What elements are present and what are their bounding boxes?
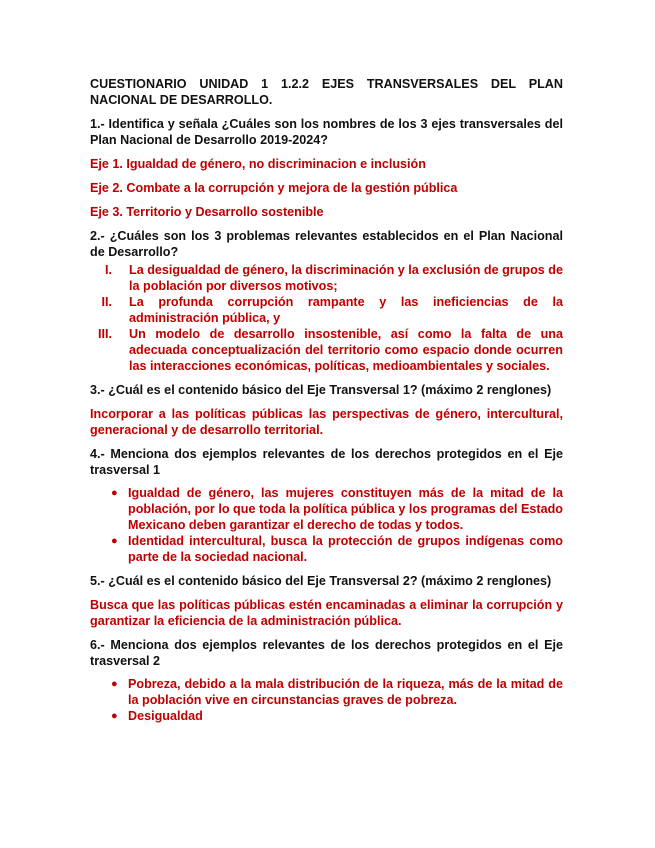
question-3: 3.- ¿Cuál es el contenido básico del Eje Transversal 1? (máximo 2 renglones): [90, 383, 552, 397]
eje-2-rights-list: [90, 676, 563, 724]
question-6: 6.- Menciona dos ejemplos relevantes de los derechos protegidos en el Eje trasversal 2: [90, 638, 563, 668]
problem-text: La profunda corrupción rampante y las ineficiencias de la administración pública, y: [129, 295, 563, 325]
list-item-text: Desigualdad: [128, 709, 203, 723]
list-item: [90, 676, 563, 708]
answer-1-eje-2: Eje 2. Combate a la corrupción y mejora de la gestión pública: [90, 181, 458, 195]
problem-item: [90, 262, 563, 294]
eje-1-rights-list: [90, 485, 563, 565]
problems-list: [90, 262, 563, 374]
problem-item: [90, 326, 563, 374]
question-2: 2.- ¿Cuáles son los 3 problemas relevantes establecidos en el Plan Nacional de Desarrollo?: [90, 229, 563, 259]
list-item: [90, 533, 563, 565]
roman-marker: I.: [105, 263, 112, 277]
roman-marker: III.: [98, 327, 112, 341]
question-1: 1.- Identifica y señala ¿Cuáles son los nombres de los 3 ejes transversales del Plan Nacional de Desarrollo 2019-2024?: [90, 117, 563, 147]
bullet-icon: ●: [111, 535, 118, 547]
bullet-icon: ●: [111, 678, 118, 690]
answer-3: Incorporar a las políticas públicas las perspectivas de género, intercultural, generacional y de desarrollo territorial.: [90, 407, 563, 437]
problem-text: La desigualdad de género, la discriminación y la exclusión de grupos de la población por diversos motivos;: [129, 263, 563, 293]
roman-marker: II.: [101, 295, 112, 309]
list-item: [90, 485, 563, 533]
list-item-text: Igualdad de género, las mujeres constituyen más de la mitad de la población, por lo que toda la política pública y los programas del Estado Mexicano deben garantizar el derecho de todas y todos.: [128, 486, 563, 532]
answer-5: Busca que las políticas públicas estén encaminadas a eliminar la corrupción y garantizar la eficiencia de la administración pública.: [90, 598, 563, 628]
document-page: [90, 76, 563, 732]
document-title: CUESTIONARIO UNIDAD 1 1.2.2 EJES TRANSVERSALES DEL PLAN NACIONAL DE DESARROLLO.: [90, 77, 563, 107]
question-5: 5.- ¿Cuál es el contenido básico del Eje Transversal 2? (máximo 2 renglones): [90, 574, 552, 588]
bullet-icon: ●: [111, 710, 118, 722]
question-4: 4.- Menciona dos ejemplos relevantes de los derechos protegidos en el Eje trasversal 1: [90, 447, 563, 477]
list-item-text: Pobreza, debido a la mala distribución de la riqueza, más de la mitad de la población vive en circunstancias graves de pobreza.: [128, 677, 563, 707]
problem-text: Un modelo de desarrollo insostenible, así como la falta de una adecuada conceptualización del territorio como espacio donde ocurren las interacciones económicas, políticas, medioambientales y sociales.: [129, 327, 563, 373]
list-item: [90, 708, 563, 724]
answer-1-eje-1: Eje 1. Igualdad de género, no discriminacion e inclusión: [90, 157, 426, 171]
answer-1-eje-3: Eje 3. Territorio y Desarrollo sostenible: [90, 205, 324, 219]
list-item-text: Identidad intercultural, busca la protección de grupos indígenas como parte de la sociedad nacional.: [128, 534, 563, 564]
bullet-icon: ●: [111, 487, 118, 499]
problem-item: [90, 294, 563, 326]
